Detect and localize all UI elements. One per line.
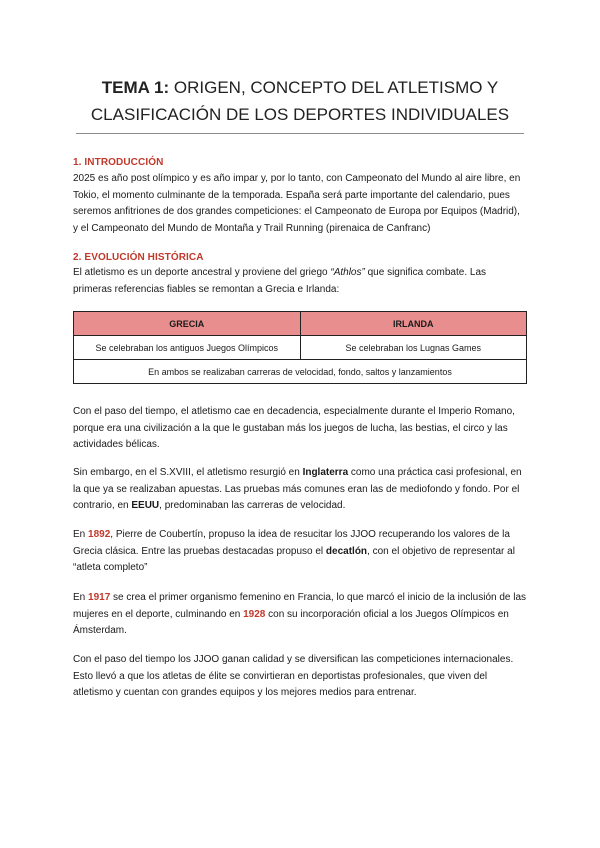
text-span: mujeres en el deporte, culminando en	[73, 608, 244, 620]
highlight-year: 1917	[88, 592, 111, 603]
paragraph-decadencia	[73, 404, 528, 454]
title-label: TEMA 1:	[101, 78, 170, 97]
text-line: Tokio, el momento culminante de la temporada. España será parte importante del calendario, pues	[73, 189, 510, 201]
paragraph-coubertin	[73, 527, 528, 577]
text-line: porque era una civilización a la que le gustaban más los juegos de lucha, las bestias, el circo y las	[73, 422, 508, 434]
text-span: , con el objetivo de representar al	[367, 545, 515, 557]
page-title	[72, 74, 528, 128]
text-span: que significa combate. Las	[364, 267, 487, 278]
text-line	[73, 465, 528, 482]
comparison-table	[73, 311, 527, 384]
title-divider	[76, 133, 524, 134]
text-line: la que ya se realizaban apuestas. Las pruebas más comunes eran las de mediofondo y fondo. Por el	[73, 483, 520, 495]
paragraph-profesionalizacion	[73, 652, 528, 702]
highlight-decatlon: decatlón	[325, 545, 368, 557]
table-cell: Se celebraban los antiguos Juegos Olímpicos	[74, 336, 301, 360]
text-line: actividades bélicas.	[73, 439, 160, 450]
text-span: como una práctica casi profesional, en	[348, 467, 522, 478]
table-row	[74, 360, 527, 384]
text-line	[73, 265, 528, 282]
table-cell: Se celebraban los Lugnas Games	[300, 336, 527, 360]
table-cell-merged: En ambos se realizaban carreras de velocidad, fondo, saltos y lanzamientos	[74, 360, 527, 384]
text-span: En	[73, 592, 89, 603]
highlight-inglaterra: Inglaterra	[302, 467, 349, 478]
text-line	[73, 527, 528, 544]
highlight-year: 1928	[243, 608, 266, 620]
title-text-1: ORIGEN, CONCEPTO DEL ATLETISMO Y	[169, 78, 499, 97]
text-span: , predominaban las carreras de velocidad.	[159, 500, 346, 511]
text-span: se crea el primer organismo femenino en Francia, lo que marcó el inicio de la inclusión de las	[110, 592, 527, 603]
text-line: seremos anfitriones de dos grandes competiciones: el Campeonato de Europa por Equipos (Madrid),	[73, 206, 520, 217]
text-line: “atleta completo”	[73, 562, 148, 573]
text-line	[73, 498, 528, 515]
section-heading-evolucion: 2. EVOLUCIÓN HISTÓRICA	[73, 252, 204, 263]
text-line: 2025 es año post olímpico y es año impar y, por lo tanto, con Campeonato del Mundo al aire libre, en	[73, 173, 521, 184]
text-line: Con el paso del tiempo los JJOO ganan calidad y se diversifican las competiciones internacionales.	[73, 654, 514, 665]
paragraph-introduccion	[73, 171, 528, 237]
text-line	[73, 607, 528, 624]
table-header-row	[74, 312, 527, 336]
table-row	[74, 336, 527, 360]
table-header-irlanda: IRLANDA	[300, 312, 527, 336]
text-span: El atletismo es un deporte ancestral y proviene del griego	[73, 267, 331, 278]
text-line: primeras referencias fiables se remontan a Grecia e Irlanda:	[73, 283, 340, 295]
text-line: Ámsterdam.	[73, 625, 127, 636]
text-line	[73, 544, 528, 561]
paragraph-evolucion-intro	[73, 265, 528, 298]
text-line	[73, 590, 528, 607]
text-span: En	[73, 529, 89, 540]
text-span: con su incorporación oficial a los Juegos Olímpicos en	[265, 608, 509, 620]
text-span: contrario, en	[73, 500, 132, 511]
text-span: , Pierre de Coubertín, propuso la idea de resucitar los JJOO recuperando los valores de la	[110, 529, 510, 540]
table-header-grecia: GRECIA	[74, 312, 301, 336]
highlight-eeuu: EEUU	[131, 500, 160, 511]
section-heading-introduccion: 1. INTRODUCCIÓN	[73, 157, 164, 168]
text-line: atletismo y cuentan con grandes equipos y los mejores medios para entrenar.	[73, 687, 417, 698]
text-span: Sin embargo, en el S.XVIII, el atletismo resurgió en	[73, 467, 303, 478]
greek-term: “Athlos”	[330, 267, 365, 278]
highlight-year: 1892	[88, 529, 111, 540]
paragraph-resurgimiento	[73, 465, 528, 515]
paragraph-mujeres	[73, 590, 528, 640]
text-span: Grecia clásica. Entre las pruebas destacadas propuso el	[73, 545, 326, 557]
text-line: y el Campeonato del Mundo de Montaña y Trail Running (pirenaica de Canfranc)	[73, 222, 431, 234]
title-text-2: CLASIFICACIÓN DE LOS DEPORTES INDIVIDUALES	[90, 105, 510, 124]
text-line: Esto llevó a que los atletas de élite se convirtieran en deportistas profesionales, que viven del	[73, 670, 488, 682]
text-line: Con el paso del tiempo, el atletismo cae en decadencia, especialmente durante el Imperio Romano,	[73, 406, 515, 417]
